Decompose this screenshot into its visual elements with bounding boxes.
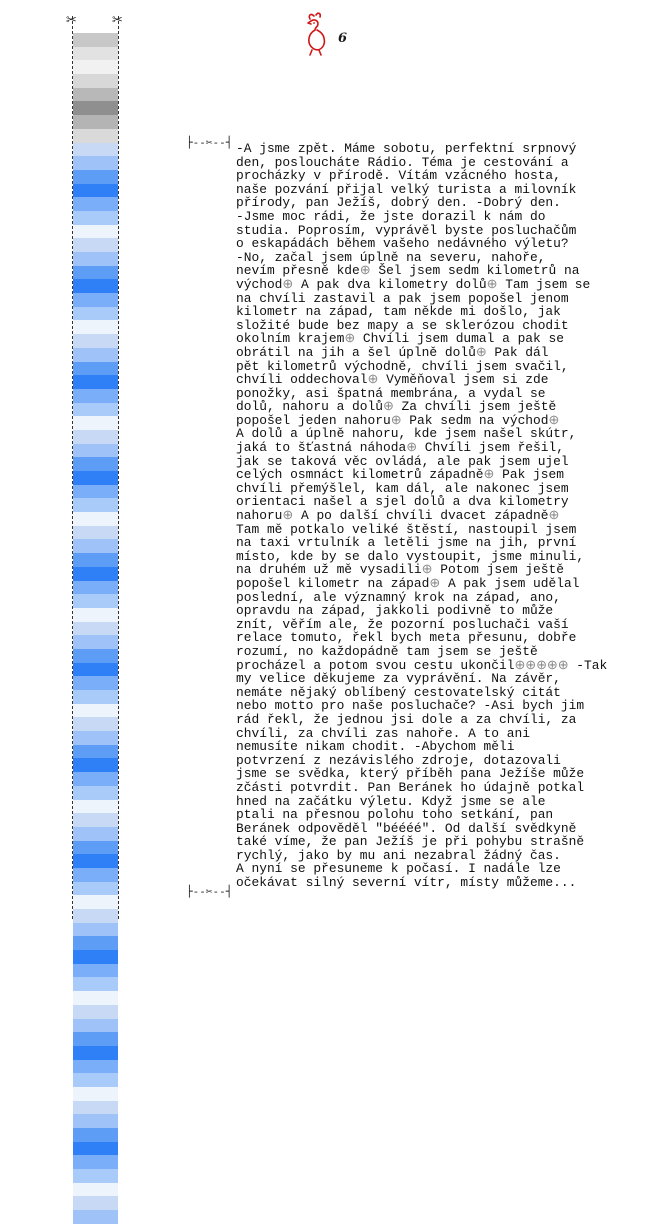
strip-cell — [73, 745, 118, 759]
strip-cell — [73, 1155, 118, 1169]
strip-cell — [73, 1032, 118, 1046]
article-line: nevím přesně kde⊕ Šel jsem sedm kilometrů na — [236, 263, 580, 279]
strip-cell — [73, 416, 118, 430]
strip-cell — [73, 1073, 118, 1087]
goose-logo — [302, 12, 330, 58]
strip-cell — [73, 375, 118, 389]
strip-cell — [73, 1101, 118, 1115]
article-line: den, posloucháte Rádio. Téma je cestování a — [236, 154, 569, 170]
article-line: relace tomuto, řekl bych meta přesunu, dobře — [236, 630, 577, 646]
strip-cell — [73, 772, 118, 786]
article-line: jaká to šťastná náhoda⊕ Chvíli jsem řešil, — [236, 440, 564, 456]
strip-cell — [73, 813, 118, 827]
strip-cell — [73, 635, 118, 649]
article-line: celých osmnáct kilometrů západně⊕ Pak jsem — [236, 467, 564, 483]
strip-cell — [73, 252, 118, 266]
article-line: dolů, nahoru a dolů⊕ Za chvíli jsem ještě — [236, 399, 557, 415]
strip-cell — [73, 33, 118, 47]
strip-cell — [73, 704, 118, 718]
strip-cell — [73, 594, 118, 608]
strip-cell — [73, 1210, 118, 1224]
strip-cell — [73, 485, 118, 499]
article-line: popošel jeden nahoru⊕ Pak sedm na východ⊕ — [236, 412, 560, 428]
article-line: nemáte nějaký oblíbený cestovatelský citát — [236, 684, 561, 700]
article-line: popošel kilometr na západ⊕ A pak jsem udělal — [236, 576, 580, 591]
strip-cell — [73, 882, 118, 896]
article-line: znít, věřím ale, že pozorní posluchači vaší — [236, 616, 569, 632]
article-line: ptali na přesnou polohu toho setkání, pan — [236, 807, 554, 823]
article-line: zčásti potvrdit. Pan Beránek ho údajně potkal — [236, 779, 585, 795]
article-line: nebo motto pro naše posluchače? -Asi bych jim — [236, 698, 585, 714]
article-line: obrátil na jih a šel úplně dolů⊕ Pak dál — [236, 344, 549, 360]
article-line: A nyní se přesuneme k počasí. I nadále lze — [236, 861, 561, 877]
article-line: chvíli přemýšlel, kam dál, ale nakonec jsem — [236, 480, 569, 496]
strip-cell — [73, 170, 118, 184]
strip-cell — [73, 950, 118, 964]
article-line: ponožky, asi špatná membrána, a vydal se — [236, 385, 546, 401]
strip-cell — [73, 334, 118, 348]
article-line: o eskapádách během vašeho nedávného výletu? — [236, 236, 569, 252]
strip-cell — [73, 47, 118, 61]
strip-cell — [73, 909, 118, 923]
strip-cell — [73, 539, 118, 553]
strip-cell — [73, 977, 118, 991]
article-line: -A jsme zpět. Máme sobotu, perfektní srpnový — [236, 141, 577, 156]
article-line: chvíli oddechoval⊕ Vyměňoval jsem si zde — [236, 372, 549, 388]
strip-cell — [73, 800, 118, 814]
article-line: opravdu na západ, jakkoli podivně to může — [236, 603, 554, 619]
strip-cell — [73, 457, 118, 471]
strip-cell — [73, 143, 118, 157]
strip-cell — [73, 1128, 118, 1142]
strip-cell — [73, 608, 118, 622]
article-line: jak se taková věc ovládá, ale pak jsem ujel — [236, 453, 569, 469]
strip-cell — [73, 991, 118, 1005]
strip-cell — [73, 362, 118, 376]
article-line: nemusíte nikam chodit. -Abychom měli — [236, 739, 515, 755]
strip-cell — [73, 74, 118, 88]
strip-cell — [73, 758, 118, 772]
article-line: složité bude bez mapy a se sklerózou chodit — [236, 317, 569, 333]
scissors-icon: ✂ — [112, 13, 123, 28]
strip-cell — [73, 923, 118, 937]
strip-cell — [73, 1183, 118, 1197]
scissors-icon: ✂ — [66, 13, 77, 28]
strip-cell — [73, 266, 118, 280]
strip-cell — [73, 348, 118, 362]
article-line: rád řekl, že jednou jsi dole a za chvíli, za — [236, 711, 577, 727]
strip-cell — [73, 827, 118, 841]
article-line: Beránek odpověděl "béééé". Od další svědkyně — [236, 820, 577, 836]
strip-cell — [73, 101, 118, 115]
strip-cell — [73, 690, 118, 704]
cut-mark-top: ├--✂--┤ — [186, 136, 233, 149]
article-line: kilometr na západ, tam někde mi došlo, jak — [236, 304, 561, 320]
article-line: okolním krajem⊕ Chvíli jsem dumal a pak se — [236, 331, 564, 347]
strip-cell — [73, 389, 118, 403]
article-line: přírody, pan Ježíš, dobrý den. -Dobrý den. — [236, 195, 561, 211]
strip-cell — [73, 1114, 118, 1128]
article-line: východ⊕ A pak dva kilometry dolů⊕ Tam jsem se — [236, 276, 591, 292]
strip-cell — [73, 663, 118, 677]
article-line: A dolů a úplně nahoru, kde jsem našel skútr, — [236, 426, 577, 442]
strip-cell — [73, 471, 118, 485]
strip-cell — [73, 854, 118, 868]
page-number: 6 — [338, 31, 348, 46]
article-line: naše pozvání přijal velký turista a milovník — [236, 181, 577, 197]
article-line: nahoru⊕ A po další chvíli dvacet západně⊕ — [236, 508, 560, 524]
strip-cell — [73, 1005, 118, 1019]
strip-cell — [73, 581, 118, 595]
strip-cell — [73, 184, 118, 198]
strip-cell — [73, 444, 118, 458]
strip-cell — [73, 895, 118, 909]
strip-cell — [73, 211, 118, 225]
cut-mark-bottom: ├--✂--┤ — [186, 885, 233, 898]
article-line: my velice děkujeme za vyprávění. Na závěr, — [236, 671, 561, 687]
strip-cell — [73, 156, 118, 170]
strip-cell — [73, 403, 118, 417]
strip-cell — [73, 320, 118, 334]
strip-cell — [73, 197, 118, 211]
strip-cell — [73, 88, 118, 102]
strip-cell — [73, 1142, 118, 1156]
strip-cell — [73, 1196, 118, 1210]
article-line: studia. Poprosím, vyprávěl byste posluchačům — [236, 222, 577, 238]
article-line: chvíli, za chvíli zas nahoře. A to ani — [236, 725, 530, 741]
article-line: očekávat silný severní vítr, místy můžeme... — [236, 875, 577, 891]
strip-cell — [73, 1087, 118, 1101]
article-line: na taxi vrtulník a letěli jsme na jih, první — [236, 535, 577, 551]
strip-cell — [73, 567, 118, 581]
article-line: poslední, ale významný krok na západ, ano, — [236, 589, 561, 605]
strip-cell — [73, 649, 118, 663]
strip-cell — [73, 238, 118, 252]
article-line: procházel a potom svou cestu ukončil⊕⊕⊕⊕⊕ -Tak — [236, 657, 608, 673]
strip-cell — [73, 279, 118, 293]
article-line: místo, kde by se dalo vystoupit, jsme minuli, — [236, 548, 585, 564]
article-line: -Jsme moc rádi, že jste dorazil k nám do — [236, 208, 546, 224]
article-text — [236, 142, 648, 890]
strip-cell — [73, 1060, 118, 1074]
strip-cell — [73, 1046, 118, 1060]
strip-cell — [73, 1169, 118, 1183]
strip-cell — [73, 622, 118, 636]
strip-cell — [73, 129, 118, 143]
article-line: procházky v přírodě. Vítám vzácného hosta, — [236, 168, 561, 184]
color-strip — [73, 33, 118, 1224]
article-line: Tam mě potkalo veliké štěstí, nastoupil jsem — [236, 521, 577, 537]
article-line: -No, začal jsem úplně na severu, nahoře, — [236, 249, 546, 265]
strip-cell — [73, 307, 118, 321]
strip-cell — [73, 553, 118, 567]
strip-cell — [73, 225, 118, 239]
strip-cell — [73, 115, 118, 129]
strip-cell — [73, 936, 118, 950]
article-line: rozumí, no každopádně tam jsem se ještě — [236, 643, 538, 659]
strip-cell — [73, 293, 118, 307]
article-line: hned na začátku výletu. Když jsme se ale — [236, 793, 546, 809]
strip-cell — [73, 786, 118, 800]
strip-cell — [73, 498, 118, 512]
article-line: pět kilometrů východně, chvíli jsem svačil, — [236, 358, 569, 374]
strip-cell — [73, 964, 118, 978]
strip-cell — [73, 430, 118, 444]
strip-cell — [73, 1019, 118, 1033]
strip-cell — [73, 526, 118, 540]
article-line: rychlý, jako by mu ani nezabral žádný čas. — [236, 847, 561, 863]
strip-cell — [73, 512, 118, 526]
strip-cell — [73, 717, 118, 731]
article-line: na chvíli zastavil a pak jsem popošel jenom — [236, 290, 569, 306]
article-line: orientaci našel a sjel dolů a dva kilometry — [236, 494, 569, 510]
strip-cell — [73, 60, 118, 74]
strip-cell — [73, 676, 118, 690]
article-line: také víme, že pan Ježíš je při pohybu strašně — [236, 834, 585, 850]
cut-line-right — [118, 16, 119, 919]
article-line: na druhém už mě vysadili⊕ Potom jsem ještě — [236, 562, 564, 578]
article-line: jsme se svědka, který příběh pana Ježíše může — [236, 766, 585, 782]
strip-cell — [73, 841, 118, 855]
article-line: potvrzení z nezávislého zdroje, dotazovali — [236, 752, 561, 768]
strip-cell — [73, 868, 118, 882]
strip-cell — [73, 731, 118, 745]
